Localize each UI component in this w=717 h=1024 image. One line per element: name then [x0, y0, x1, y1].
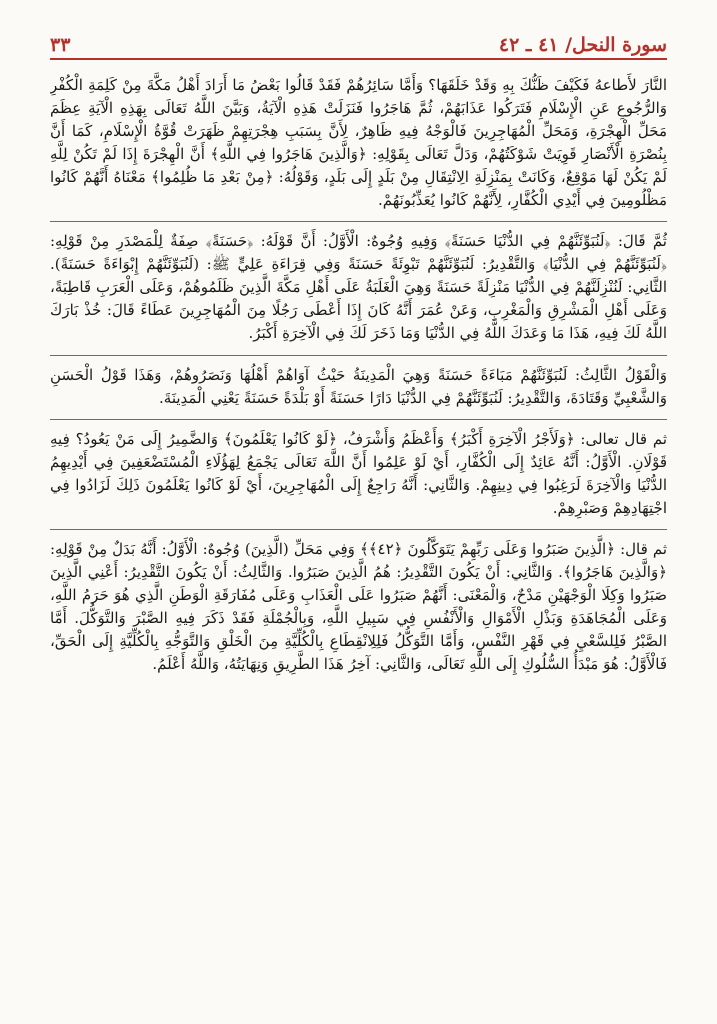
paragraph-text: وَالْقَوْلُ الثَّالِثُ: لَنُبَوِّئَنَّهُمْ مَبَاءَةً حَسَنَةً وَهِيَ الْمَدِينَةُ حَيْثُ آوَاهُمْ أَهْلُهَا وَنَصَرُوهُمْ، وَهَذَا قَوْلُ الْحَسَنِ وَالشَّعْبِيِّ وَقَتَادَةَ، وَالتَّقْدِيرُ: لَنُبَوِّئَنَّهُمْ فِي الدُّنْيَا دَارًا حَسَنَةً أَوْ بَلْدَةً حَسَنَةً يَعْنِي الْمَدِينَةَ.: [50, 366, 667, 407]
page-number: ٣٣: [50, 34, 71, 56]
paragraph-text: ثُمَّ قَالَ: ﴿لَنُبَوِّئَنَّهُمْ فِي الدُّنْيَا حَسَنَةً﴾ وَفِيهِ وُجُوهٌ: الْأَوَّلُ: أَنَّ قَوْلَهُ: ﴿حَسَنَةً﴾ صِفَةٌ لِلْمَصْدَرِ مِنْ قَوْلِهِ: ﴿لَنُبَوِّئَنَّهُمْ فِي الدُّنْيَا﴾ وَالتَّقْدِيرُ: لَنُبَوِّئَنَّهُمْ تَبْوِئَةً حَسَنَةً وَفِي قِرَاءَةِ عَلِيٍّ ﷺ: (لَنُبَوِّئَنَّهُمْ إِبْوَاءَةً حَسَنَةً). الثَّانِي: لَنُنْزِلَنَّهُمْ فِي الدُّنْيَا مَنْزِلَةً حَسَنَةً وَهِيَ الْغَلَبَةُ عَلَى أَهْلِ مَكَّةَ الَّذِينَ ظَلَمُوهُمْ، وَعَلَى الْعَرَبِ قَاطِبَةً، وَعَلَى أَهْلِ الْمَشْرِقِ وَالْمَغْرِبِ، وَعَنْ عُمَرَ أَنَّهُ كَانَ إِذَا أَعْطَى رَجُلًا مِنَ الْمُهَاجِرِينَ عَطَاءً قَالَ: خُذْ بَارَكَ اللَّهُ لَكَ فِيهِ، هَذَا مَا وَعَدَكَ اللَّهُ فِي الدُّنْيَا وَمَا ذَخَرَ لَكَ فِي الْآخِرَةِ أَكْبَرُ.: [50, 232, 667, 342]
page-header: [50, 22, 667, 56]
paragraph-5: [50, 530, 667, 685]
running-title: سورة النحل/ ٤١ ـ ٤٢: [498, 34, 667, 56]
paragraph-4: [50, 420, 667, 529]
paragraph-text: النَّارَ لأَطاعهُ فَكَيْفَ ظَنُّكَ بِهِ وَقَدْ خَلَقَهَا؟ وَأَمَّا سَائِرُهُمْ فَقَدْ قَالُوا بَعْضُ مَا أَرَادَ أَهْلُ مَكَّةَ مِنْ كَلِمَةِ الْكُفْرِ وَالرُّجُوعِ عَنِ الْإِسْلَامِ فَتَرَكُوا عَذَابَهُمْ، ثُمَّ هَاجَرُوا فَنَزَلَتْ هَذِهِ الْآيَةُ، وَبَيَّنَ اللَّهُ تَعَالَى بِهَذِهِ الْآيَةِ عِظَمَ مَحَلِّ الْهِجْرَةِ، وَمَحَلِّ الْمُهَاجِرِينَ فَالْوَجْهُ فِيهِ ظَاهِرٌ، لِأَنَّ بِسَبَبِ هِجْرَتِهِمْ ظَهَرَتْ قُوَّةُ الْإِسْلَامِ، كَمَا أَنَّ بِنُصْرَةِ الْأَنْصَارِ قَوِيَتْ شَوْكَتُهُمْ، وَدَلَّ تَعَالَى بِقَوْلِهِ: ﴿وَالَّذِينَ هَاجَرُوا فِي اللَّهِ﴾ أَنَّ الْهِجْرَةَ إِذَا لَمْ تَكُنْ لِلَّهِ لَمْ يَكُنْ لَهَا مَوْقِعٌ، وَكَانَتْ بِمَنْزِلَةِ الِانْتِقَالِ مِنْ بَلَدٍ إِلَى بَلَدٍ، وَقَوْلُهُ: ﴿مِنْ بَعْدِ مَا ظُلِمُوا﴾ مَعْنَاهُ أَنَّهُمْ كَانُوا مَظْلُومِينَ فِي أَيْدِي الْكُفَّارِ، لِأَنَّهُمْ كَانُوا يُعَذِّبُونَهُمْ.: [50, 76, 667, 209]
paragraph-1: [50, 66, 667, 221]
header-rule: [50, 58, 667, 60]
paragraph-2: [50, 222, 667, 355]
paragraph-text: ثم قال تعالى: ﴿وَلَأَجْرُ الْآخِرَةِ أَكْبَرُ﴾ وَأَعْظَمُ وَأَشْرَفُ، ﴿لَوْ كَانُوا يَعْلَمُونَ﴾ وَالضَّمِيرُ إِلَى مَنْ يَعُودُ؟ فِيهِ قَوْلَانِ. الْأَوَّلُ: أَنَّهُ عَائِدٌ إِلَى الْكُفَّارِ، أَيْ لَوْ عَلِمُوا أَنَّ اللَّهَ تَعَالَى يَجْمَعُ لِهَؤُلَاءِ الْمُسْتَضْعَفِينَ فِي أَيْدِيهِمُ الدُّنْيَا وَالْآخِرَةَ لَرَغِبُوا فِي دِينِهِمْ. وَالثَّانِي: أَنَّهُ رَاجِعٌ إِلَى الْمُهَاجِرِينَ، أَيْ لَوْ كَانُوا يَعْلَمُونَ ذَلِكَ لَزَادُوا فِي اجْتِهَادِهِمْ وَصَبْرِهِمْ.: [50, 430, 667, 517]
paragraph-text: ثم قال: ﴿الَّذِينَ صَبَرُوا وَعَلَى رَبِّهِمْ يَتَوَكَّلُونَ ﴿٤٢﴾﴾ وَفِي مَحَلِّ (الَّذِينَ) وُجُوهٌ: الْأَوَّلُ: أَنَّهُ بَدَلٌ مِنْ قَوْلِهِ: ﴿وَالَّذِينَ هَاجَرُوا﴾. وَالثَّانِي: أَنْ يَكُونَ التَّقْدِيرُ: هُمُ الَّذِينَ صَبَرُوا. وَالثَّالِثُ: أَنْ يَكُونَ التَّقْدِيرُ: أَعْنِي الَّذِينَ صَبَرُوا وَكِلَا الْوَجْهَيْنِ مَدْحٌ، وَالْمَعْنَى: أَنَّهُمْ صَبَرُوا عَلَى الْعَذَابِ وَعَلَى مُفَارَقَةِ الْوَطَنِ الَّذِي هُوَ حَرَمُ اللَّهِ، وَعَلَى الْمُجَاهَدَةِ وَبَذْلِ الْأَمْوَالِ وَالْأَنْفُسِ فِي سَبِيلِ اللَّهِ، وَبِالْجُمْلَةِ فَقَدْ ذَكَرَ فِيهِ الصَّبْرَ وَالتَّوَكُّلَ. أَمَّا الصَّبْرُ فَلِلسَّعْيِ فِي قَهْرِ النَّفْسِ، وَأَمَّا التَّوَكُّلُ فَلِلِانْقِطَاعِ بِالْكُلِّيَّةِ مِنَ الْخَلْقِ وَالتَّوَجُّهِ بِالْكُلِّيَّةِ إِلَى الْحَقِّ، فَالْأَوَّلُ: هُوَ مَبْدَأُ السُّلُوكِ إِلَى اللَّهِ تَعَالَى، وَالثَّانِي: آخِرُ هَذَا الطَّرِيقِ وَنِهَايَتُهُ، وَاللَّهُ أَعْلَمُ.: [50, 540, 667, 673]
paragraph-3: [50, 356, 667, 419]
page-body: [50, 66, 667, 1002]
